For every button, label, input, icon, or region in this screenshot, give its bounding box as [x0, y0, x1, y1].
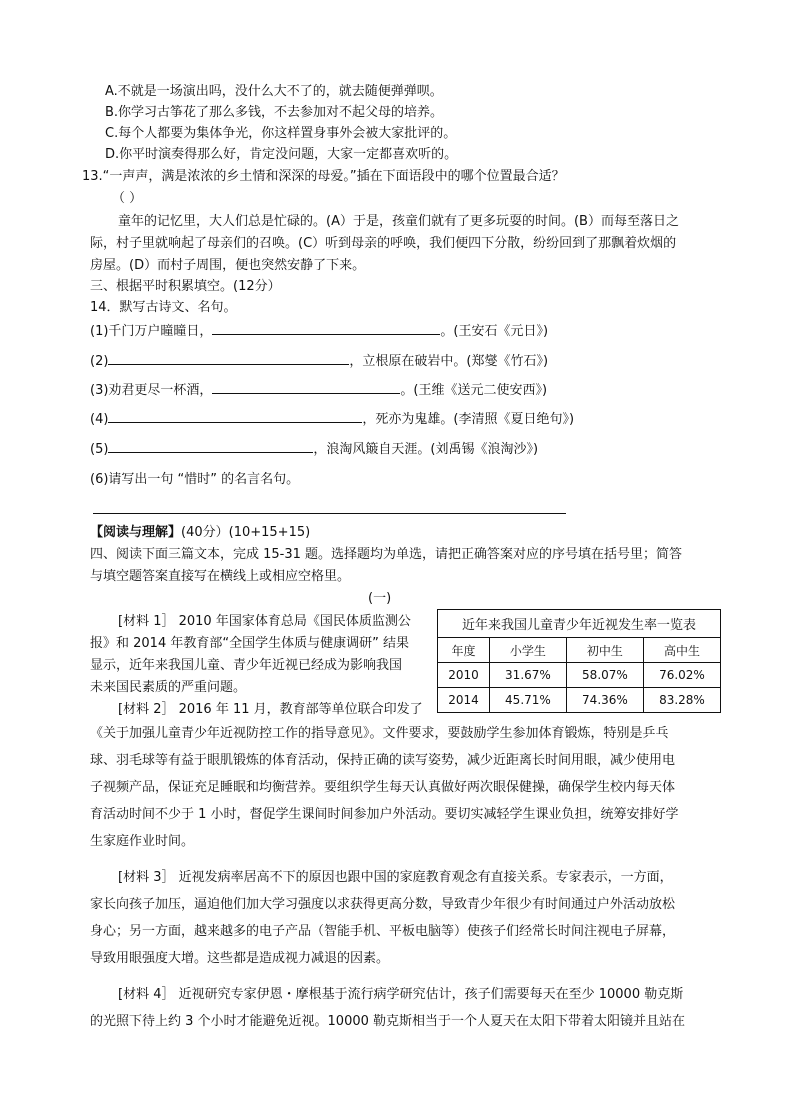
material-2-line: 生家庭作业时间。: [90, 834, 195, 849]
section3-heading: 三、根据平时积累填空。(12分）: [90, 279, 281, 294]
table-cell: 45.71%: [489, 688, 566, 713]
q13-passage-line: 房屋。(D）而村子周围，便也突然安静了下来。: [90, 258, 366, 273]
table-cell: 58.07%: [566, 663, 643, 688]
table-header-cell: 初中生: [566, 638, 643, 663]
table-cell: 83.28%: [643, 688, 720, 713]
option-a: A.不就是一场演出吗，没什么大不了的，就去随便弹弹呗。: [105, 84, 443, 99]
fill-blank-4[interactable]: [108, 408, 362, 423]
fill-blank-2[interactable]: [108, 350, 349, 365]
q13-passage-line: 童年的记忆里，大人们总是忙碌的。(A）于是，孩童们就有了更多玩耍的时间。(B）而每至落日之: [118, 214, 679, 229]
table-header-row: [438, 638, 721, 663]
material-3-line: 导致用眼强度大增。这些都是造成视力减退的因素。: [90, 951, 390, 966]
table-row: [438, 663, 721, 688]
material-4-line: [材料 4］ 近视研究专家伊恩・摩根基于流行病学研究估计，孩子们需要每天在至少 10000 勒克斯: [118, 987, 684, 1002]
fill-item-6: (6)请写出一句 “惜时” 的名言名句。: [90, 472, 300, 487]
material-3-line: [材料 3］ 近视发病率居高不下的原因也跟中国的家庭教育观念有直接关系。专家表示，一方面，: [118, 870, 673, 885]
table-header-cell: 小学生: [489, 638, 566, 663]
myopia-rate-table: [437, 609, 721, 713]
material-1-line: [材料 1］ 2010 年国家体育总局《国民体质监测公: [118, 614, 411, 629]
q13-question: 13.“一声声，满是浓浓的乡土情和深深的母爱。”插在下面语段中的哪个位置最合适？: [82, 169, 565, 184]
table-cell: 31.67%: [489, 663, 566, 688]
material-1-line: 报》和 2014 年教育部“全国学生体质与健康调研” 结果: [90, 636, 409, 651]
table-header-cell: 年度: [438, 638, 490, 663]
material-1-line: 未来国民素质的严重问题。: [90, 680, 247, 695]
option-d: D.你平时演奏得那么好，肯定没问题，大家一定都喜欢听的。: [105, 147, 458, 162]
table-caption: 近年来我国儿童青少年近视发生率一览表: [438, 610, 721, 638]
material-2-line: [材料 2］ 2016 年 11 月，教育部等单位联合印发了: [118, 702, 423, 717]
fill-item-5: (5) ，浪淘风簸自天涯。(刘禹锡《浪淘沙》): [90, 438, 538, 460]
material-3-line: 身心；另一方面，越来越多的电子产品（智能手机、平板电脑等）使孩子们经常长时间注视电子屏幕，: [90, 924, 676, 939]
table-cell: 74.36%: [566, 688, 643, 713]
q14-heading: 14．默写古诗文、名句。: [90, 300, 237, 315]
table-cell: 76.02%: [643, 663, 720, 688]
answer-line-6[interactable]: [93, 513, 566, 514]
fill-item-1: (1)千门万户曈曈日， 。(王安石《元日》): [90, 320, 548, 342]
material-2-line: 子视频产品，保证充足睡眠和均衡营养。要组织学生每天认真做好两次眼保健操，确保学生校内每天体: [90, 780, 676, 795]
material-2-line: 球、羽毛球等有益于眼肌锻炼的体育活动，保持正确的读写姿势，减少近距离长时间用眼，减少使用电: [90, 753, 676, 768]
fill-item-3: (3)劝君更尽一杯酒， 。(王维《送元二使安西》): [90, 379, 547, 401]
reading-title: 【阅读与理解】(40分）(10+15+15): [90, 525, 311, 540]
material-2-line: 《关于加强儿童青少年近视防控工作的指导意见》。文件要求，要鼓励学生参加体育锻炼，特别是乒乓: [90, 726, 669, 741]
option-c: C.每个人都要为集体争光，你这样置身事外会被大家批评的。: [105, 126, 457, 141]
table-row: [438, 688, 721, 713]
table-header-cell: 高中生: [643, 638, 720, 663]
part-one-heading: (一): [368, 591, 392, 606]
fill-item-4: (4) ，死亦为鬼雄。(李清照《夏日绝句》): [90, 408, 574, 430]
option-b: B.你学习古筝花了那么多钱，不去参加对不起父母的培养。: [105, 105, 444, 120]
fill-blank-5[interactable]: [108, 438, 313, 453]
q13-answer-paren[interactable]: （ ）: [112, 191, 143, 206]
table-cell: 2014: [438, 688, 490, 713]
fill-item-2: (2) ，立根原在破岩中。(郑燮《竹石》): [90, 350, 548, 372]
material-1-line: 显示，近年来我国儿童、青少年近视已经成为影响我国: [90, 658, 403, 673]
fill-blank-1[interactable]: [212, 320, 440, 335]
q13-passage-line: 际，村子里就响起了母亲们的召唤。(C）听到母亲的呼唤，我们便四下分散，纷纷回到了那飘着炊烟的: [90, 236, 677, 251]
fill-blank-3[interactable]: [212, 379, 400, 394]
reading-instructions: 四、阅读下面三篇文本，完成 15-31 题。选择题均为单选，请把正确答案对应的序号填在括号里；简答: [90, 547, 683, 562]
material-3-line: 家长向孩子加压，逼迫他们加大学习强度以求获得更高分数，导致青少年很少有时间通过户外活动放松: [90, 897, 676, 912]
reading-instructions: 与填空题答案直接写在横线上或相应空格里。: [90, 569, 351, 584]
table-cell: 2010: [438, 663, 490, 688]
material-4-line: 的光照下待上约 3 个小时才能避免近视。10000 勒克斯相当于一个人夏天在太阳下带着太阳镜并且站在: [90, 1014, 686, 1029]
material-2-line: 育活动时间不少于 1 小时，督促学生课间时间参加户外活动。要切实减轻学生课业负担，统筹安排好学: [90, 807, 679, 822]
